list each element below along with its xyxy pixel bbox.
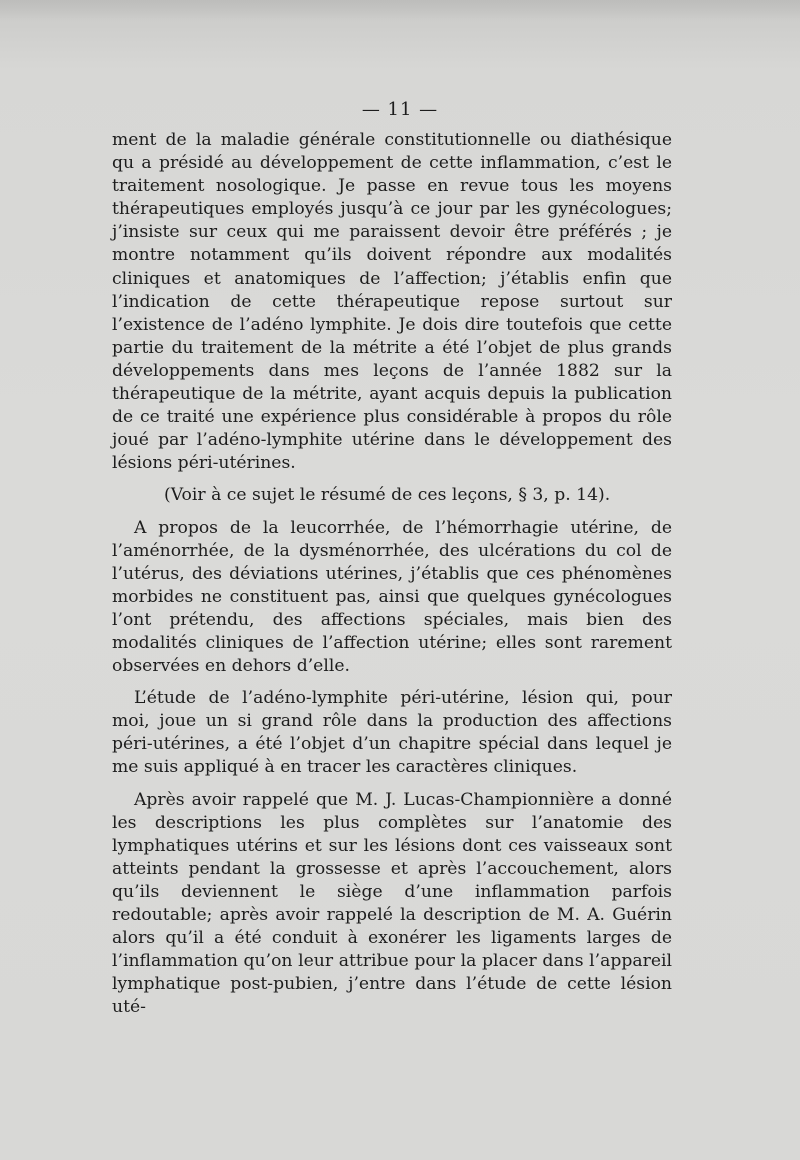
page-number: — 11 — [361,99,439,120]
paragraph-treatment: ment de la maladie générale constitutionnelle ou diathésique qu a présidé au développement de cette inflammation, c’est le traitement nosologique. Je passe en revue tous les moyens thérapeutiques employés jusqu’à ce jour par les gynécologues; j’insiste sur ceux qui me paraissent devoir être préférés ; je montre notamment qu’ils doivent répondre aux modalités cliniques et anatomiques de l’affection; j’établis enfin que l’indication de cette thérapeutique repose surtout sur l’existence de l’adéno lymphite. Je dois dire toutefois que cette partie du traitement de la métrite a été l’objet de plus grands développements dans mes leçons de l’année 1882 sur la thérapeutique de la métrite, ayant acquis depuis la publication de ce traité une expérience plus considérable à propos du rôle joué par l’adéno-lymphite utérine dans le développement des lésions péri-utérines. [112,130,672,474]
paragraph-lucas-championniere: Après avoir rappelé que M. J. Lucas-Championnière a donné les descriptions les plus complètes sur l’anatomie des lymphatiques utérins et sur les lésions dont ces vaisseaux sont atteints pendant la grossesse et après l’accouchement, alors qu’ils deviennent le siège d’une inflammation parfois redoutable; après avoir rappelé la description de M. A. Guérin alors qu’il a été conduit à exonérer les ligaments larges de l’inflammation qu’on leur attribue pour la placer dans l’appareil lymphatique post-pubien, j’entre dans l’étude de cette lésion uté- [112,789,672,1018]
paragraph-adeno-lymphite: L’étude de l’adéno-lymphite péri-utérine, lésion qui, pour moi, joue un si grand rôle dans la production des affections péri-utérines, a été l’objet d’un chapitre spécial dans lequel je me suis appliqué à en tracer les caractères cliniques. [112,688,672,778]
body-text [112,129,672,1019]
paragraph-reference-note: (Voir à ce sujet le résumé de ces leçons, § 3, p. 14). [164,485,611,506]
paragraph-leucorrhea: A propos de la leucorrhée, de l’hémorrhagie utérine, de l’aménorrhée, de la dysménorrhée, des ulcérations du col de l’utérus, des déviations utérines, j’établis que ces phénomènes morbides ne constituent pas, ainsi que quelques gynécologues l’ont prétendu, des affections spéciales, mais bien des modalités cliniques de l’affection utérine; elles sont rarement observées en dehors d’elle. [112,517,672,677]
